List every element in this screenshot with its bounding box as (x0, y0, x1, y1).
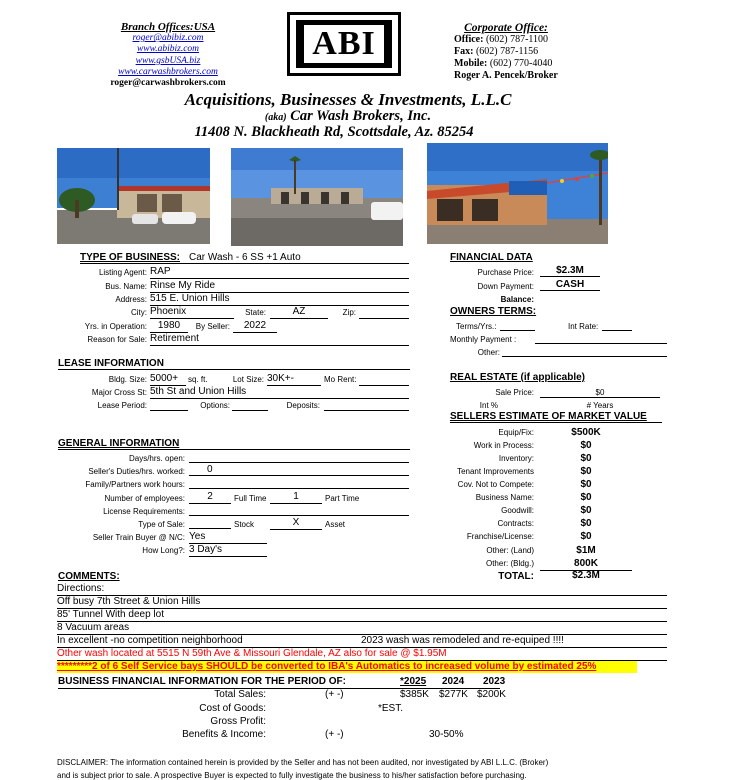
benefits-pm: (+ -) (325, 729, 344, 740)
photo-2-graphic (231, 148, 403, 246)
disclaimer-line-2: and is subject prior to sale. A prospective Buyer is expected to fully investigate the business to his/her satisfaction before purchasing. (57, 771, 527, 780)
estimate-item-value: $500K (571, 427, 601, 438)
branch-link-email[interactable]: roger@abibiz.com (132, 33, 204, 44)
zip-value (359, 306, 409, 319)
comment-line-5-left: In excellent -no competition neighborhood (57, 635, 243, 646)
state-label: State: (245, 308, 266, 317)
terms-label: Terms/Yrs.: (456, 322, 497, 331)
city-value: Phoenix (150, 306, 234, 319)
comment-line-3: 85' Tunnel With deep lot (57, 609, 667, 622)
full-time-label: Full Time (234, 494, 267, 503)
cross-street-label: Major Cross St: (91, 388, 147, 397)
estimate-item-value: $0 (580, 440, 592, 451)
lease-period-label: Lease Period: (97, 401, 147, 410)
photo-1 (57, 148, 210, 244)
photo-1-graphic (57, 148, 210, 244)
family-hours-label: Family/Partners work hours: (85, 480, 185, 489)
photo-3-graphic (427, 143, 608, 244)
cross-street-value: 5th St and Union Hills (150, 386, 409, 399)
balance-label: Balance: (500, 295, 534, 304)
years-label: # Years (586, 401, 614, 410)
down-payment-label: Down Payment: (477, 282, 534, 291)
sqft-label: sq. ft. (188, 375, 208, 384)
address-value: 515 E. Union Hills (150, 293, 409, 306)
estimate-item-label: Other: (Bldg.) (485, 559, 534, 568)
corp-title: Corporate Office: (464, 22, 548, 34)
company-address: 11408 N. Blackheath Rd, Scottsdale, Az. 85254 (194, 124, 474, 140)
comment-line-2: Off busy 7th Street & Union Hills (57, 596, 667, 609)
listing-agent-value: RAP (150, 266, 409, 279)
listing-agent-label: Listing Agent: (98, 268, 147, 277)
stock-label: Stock (234, 520, 255, 529)
estimate-note: *EST. (378, 703, 404, 714)
mo-rent-value (359, 373, 409, 386)
logo-text: ABI (304, 25, 384, 63)
sale-price-value: $0 (540, 388, 660, 398)
company-aka: (aka) Car Wash Brokers, Inc. (264, 108, 432, 124)
branch-title: Branch Offices:USA (120, 21, 216, 33)
branch-offices (100, 22, 236, 89)
total-label: TOTAL: (498, 571, 534, 582)
estimate-item-value: $0 (580, 492, 592, 503)
company-name: Acquisitions, Businesses & Investments, L.L.C (184, 90, 512, 109)
branch-link-carwashbrokers[interactable]: www.carwashbrokers.com (118, 66, 218, 77)
by-seller-value: 2022 (233, 320, 277, 333)
total-sales-pm: (+ -) (325, 689, 344, 700)
address-label: Address: (115, 295, 147, 304)
lot-size-value: 30K+- (267, 373, 321, 386)
abi-logo (287, 12, 401, 76)
type-of-sale-label: Type of Sale: (138, 520, 185, 529)
total-sales-label: Total Sales: (214, 689, 266, 700)
photo-2 (231, 148, 403, 246)
estimate-item-label: Contracts: (497, 519, 534, 528)
seller-duties-label: Seller's Duties/hrs. worked: (88, 467, 185, 476)
seller-duties-value: 0 (189, 464, 409, 476)
sale-price-label: Sale Price: (495, 388, 534, 397)
bfi-year-2025: *2025 (400, 676, 427, 687)
asset-mark: X (270, 517, 322, 530)
comment-line-5 (57, 635, 667, 648)
city-label: City: (131, 308, 147, 317)
comment-highlight-line: *********2 of 6 Self Service bays SHOULD be converted to IBA's Automatics to increased volume by estimated 25% (57, 661, 637, 673)
options-label: Options: (200, 401, 230, 410)
estimate-item-value: $0 (580, 518, 592, 529)
deposits-label: Deposits: (286, 401, 320, 410)
estimate-item-value: $0 (580, 466, 592, 477)
monthly-payment-label: Monthly Payment : (450, 335, 517, 344)
purchase-price-value: $2.3M (540, 265, 600, 277)
estimate-item-label: Tenant Improvements (457, 467, 534, 476)
license-label: License Requirements: (103, 507, 185, 516)
train-buyer-value: Yes (189, 531, 267, 544)
sales-2024: $277K (439, 689, 468, 700)
estimate-item-label: Other: (Land) (486, 546, 534, 555)
corporate-office (454, 22, 614, 82)
estimate-item-value: $0 (580, 531, 592, 542)
general-heading: GENERAL INFORMATION (58, 438, 180, 449)
estimate-item-value: $0 (580, 453, 592, 464)
full-time-value: 2 (189, 491, 231, 504)
reason-label: Reason for Sale: (87, 335, 147, 344)
gross-profit-label: Gross Profit: (210, 716, 266, 727)
comment-line-5-right: 2023 wash was remodeled and re-equiped !!!! (361, 635, 564, 646)
estimate-item-label: Franchise/License: (466, 532, 534, 541)
branch-link-gsbusa[interactable]: www.gsbUSA.biz (135, 55, 201, 66)
estimate-item-value: 800K (574, 558, 598, 569)
branch-email: roger@carwashbrokers.com (110, 78, 226, 89)
other-label: Other: (477, 348, 500, 357)
years-label: Yrs. in Operation: (84, 322, 147, 331)
corp-mobile-line: Mobile: (602) 770-4040 (454, 58, 553, 69)
total-value: $2.3M (572, 570, 600, 581)
int-percent-label: Int % (479, 401, 498, 410)
comment-line-4: 8 Vacuum areas (57, 622, 667, 635)
bfi-heading: BUSINESS FINANCIAL INFORMATION FOR THE PERIOD OF: (58, 676, 500, 689)
estimate-item-label: Business Name: (475, 493, 534, 502)
estimate-item-label: Equip/Fix: (498, 428, 534, 437)
branch-link-abibiz[interactable]: www.abibiz.com (136, 44, 200, 55)
part-time-value: 1 (270, 491, 322, 504)
purchase-price-label: Purchase Price: (477, 268, 534, 277)
disclaimer-line-1: DISCLAIMER: The information contained herein is provided by the Seller and has not been audited, nor investigated by ABI L.L.C. (Broker) (57, 758, 549, 767)
bldg-size-value: 5000+ (150, 373, 186, 386)
real-estate-heading: REAL ESTATE (if applicable) (450, 372, 586, 383)
sales-2025: $385K (400, 689, 429, 700)
lot-size-label: Lot Size: (232, 375, 264, 384)
estimate-item-value: $1M (576, 545, 596, 556)
cost-of-goods-label: Cost of Goods: (199, 703, 266, 714)
estimate-item-value: $0 (580, 505, 592, 516)
years-value: 1980 (150, 320, 188, 333)
zip-label: Zip: (342, 308, 356, 317)
employees-label: Number of employees: (104, 494, 185, 503)
state-value: AZ (270, 306, 328, 319)
estimate-item-label: Inventory: (498, 454, 534, 463)
estimate-item-label: Work in Process: (473, 441, 534, 450)
mo-rent-label: Mo Rent: (324, 375, 357, 384)
estimate-item-label: Cov. Not to Compete: (457, 480, 534, 489)
how-long-value: 3 Day's (189, 544, 267, 557)
by-seller-label: By Seller: (195, 322, 230, 331)
benefits-label: Benefits & Income: (182, 729, 266, 740)
type-of-business-heading: TYPE OF BUSINESS: (80, 252, 181, 263)
owners-terms-heading: OWNERS TERMS: (450, 306, 537, 317)
comment-red-line: Other wash located at 5515 N 59th Ave & Missouri Glendale, AZ also for sale @ $1.95M (57, 648, 667, 661)
bus-name-value: Rinse My Ride (150, 280, 409, 293)
train-buyer-label: Seller Train Buyer @ N/C: (92, 533, 185, 542)
lease-heading: LEASE INFORMATION (58, 358, 410, 370)
financial-heading: FINANCIAL DATA (450, 252, 533, 263)
corp-office-line: Office: (602) 787-1100 (454, 34, 549, 45)
reason-value: Retirement (150, 333, 409, 346)
down-payment-value: CASH (540, 279, 600, 291)
estimate-item-value: $0 (580, 479, 592, 490)
sales-2023: $200K (477, 689, 506, 700)
benefits-percent: 30-50% (429, 729, 464, 740)
part-time-label: Part Time (325, 494, 360, 503)
bldg-size-label: Bldg. Size: (108, 375, 147, 384)
type-of-business-value: Car Wash - 6 SS +1 Auto (189, 252, 301, 263)
corp-name: Roger A. Pencek/Broker (454, 70, 558, 81)
bfi-year-2024: 2024 (442, 676, 465, 687)
estimate-item-label: Goodwill: (501, 506, 534, 515)
days-open-label: Days/hrs. open: (128, 454, 185, 463)
bfi-year-2023: 2023 (483, 676, 506, 687)
photo-3 (427, 143, 608, 244)
corp-fax-line: Fax: (602) 787-1156 (454, 46, 539, 57)
bus-name-label: Bus. Name: (105, 282, 147, 291)
estimate-heading: SELLERS ESTIMATE OF MARKET VALUE (450, 411, 647, 422)
comment-line-1: Directions: (57, 583, 667, 596)
how-long-label: How Long?: (142, 546, 185, 555)
int-rate-label: Int Rate: (568, 322, 599, 331)
comments-heading: COMMENTS: (58, 571, 120, 582)
asset-label: Asset (325, 520, 346, 529)
